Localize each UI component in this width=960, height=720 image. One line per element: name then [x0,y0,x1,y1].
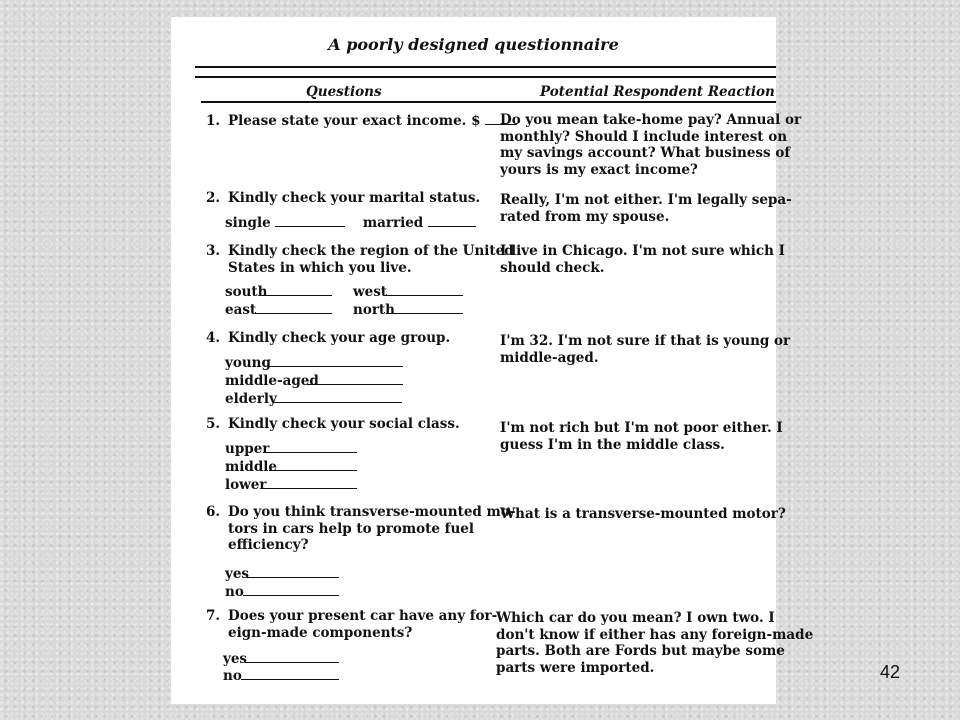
questionnaire-page [171,17,814,704]
answer-blank[interactable] [275,214,345,227]
document-title: A poorly designed questionnaire [328,35,619,54]
answer-blank[interactable] [269,458,357,471]
question-1 [206,112,517,130]
answer-blank[interactable] [247,565,339,578]
question-number: 5. [206,416,221,432]
option-young [225,354,403,371]
option-label: north [353,302,395,318]
reaction-line: middle-aged. [500,349,599,366]
question-number: 7. [206,608,221,624]
reaction-2 [500,192,792,225]
option-label: single [225,215,271,231]
reaction-line: Do you mean take-home pay? Annual or [500,112,802,128]
option-label: west [353,284,388,300]
reaction-line: I'm 32. I'm not sure if that is young or [500,333,791,349]
reaction-3 [500,243,785,276]
reaction-7 [496,610,813,676]
reaction-line: Which car do you mean? I own two. I [496,610,775,626]
answer-blank[interactable] [387,301,463,314]
answer-blank[interactable] [262,283,332,296]
question-text: States in which you live. [228,259,412,276]
question-text: tors in cars help to promote fuel [228,520,474,537]
option-label: young [225,355,271,371]
reaction-5 [500,420,783,453]
reaction-line: rated from my spouse. [500,208,670,225]
question-6 [206,504,515,554]
answer-blank[interactable] [307,372,403,385]
option-lower [225,476,357,493]
reaction-header: Potential Respondent Reaction [540,84,775,100]
question-text: eign-made components? [228,624,413,641]
question-number: 3. [206,243,221,259]
question-2 [206,190,480,207]
reaction-line: should check. [500,259,605,276]
option-label: yes [223,651,248,667]
question-text: Do you think transverse-mounted mo- [228,504,516,520]
question-text: Kindly check your age group. [228,330,451,346]
question-number: 6. [206,504,221,520]
reaction-line: my savings account? What business of [500,145,791,161]
question-4 [206,330,450,347]
question-text: Kindly check the region of the United [228,243,514,259]
answer-blank[interactable] [267,354,403,367]
answer-blank[interactable] [263,476,357,489]
question-text: Please state your exact income. $ [228,113,481,129]
option-elderly [225,390,402,407]
question-text: Does your present car have any for- [228,608,498,624]
answer-blank[interactable] [243,583,339,596]
option-no [225,583,339,600]
slide-page-number: 42 [880,662,901,682]
reaction-1 [500,112,801,178]
option-south [225,283,332,300]
option-label: south [225,284,268,300]
question-number: 4. [206,330,221,346]
question-text: Kindly check your social class. [228,416,460,432]
reaction-line: parts. Both are Fords but maybe some [496,643,785,659]
question-number: 1. [206,113,221,129]
question-number: 2. [206,190,221,206]
option-yes [223,650,339,667]
option-single [225,214,476,231]
option-label: yes [225,566,250,582]
reaction-line: yours is my exact income? [500,161,698,178]
option-middle-aged [225,372,403,389]
option-label: elderly [225,391,277,407]
option-label: no [223,668,242,684]
option-label: married [362,215,424,231]
question-5 [206,416,460,433]
questions-header: Questions [306,84,382,100]
option-label: middle [225,459,278,475]
second-rule [195,76,776,78]
question-text: Kindly check your marital status. [228,190,481,206]
reaction-line: monthly? Should I include interest on [500,128,788,145]
reaction-6 [500,506,786,523]
reaction-line: guess I'm in the middle class. [500,436,725,453]
header-rule [201,101,776,103]
answer-blank[interactable] [273,390,402,403]
answer-blank[interactable] [241,667,339,680]
reaction-line: I'm not rich but I'm not poor either. I [500,420,783,436]
option-label: east [225,302,257,318]
reaction-line: parts were imported. [496,659,655,676]
answer-blank[interactable] [428,214,476,227]
option-label: lower [225,477,267,493]
reaction-line: I live in Chicago. I'm not sure which I [500,243,785,259]
option-middle [225,458,357,475]
question-text: efficiency? [228,537,309,553]
reaction-4 [500,333,790,366]
answer-blank[interactable] [263,440,357,453]
question-7 [206,608,497,641]
reaction-line: Really, I'm not either. I'm legally sepa- [500,192,792,208]
option-label: upper [225,441,270,457]
option-east [225,301,332,318]
question-3 [206,243,514,276]
option-west [353,283,463,300]
answer-blank[interactable] [245,650,339,663]
reaction-line: What is a transverse-mounted motor? [500,506,786,522]
top-rule [195,66,776,68]
answer-blank[interactable] [385,283,463,296]
option-no [223,667,339,684]
option-label: middle-aged [225,373,319,389]
option-upper [225,440,357,457]
reaction-line: don't know if either has any foreign-made [496,626,814,643]
option-north [353,301,463,318]
answer-blank[interactable] [255,301,332,314]
option-yes [225,565,339,582]
option-label: no [225,584,244,600]
